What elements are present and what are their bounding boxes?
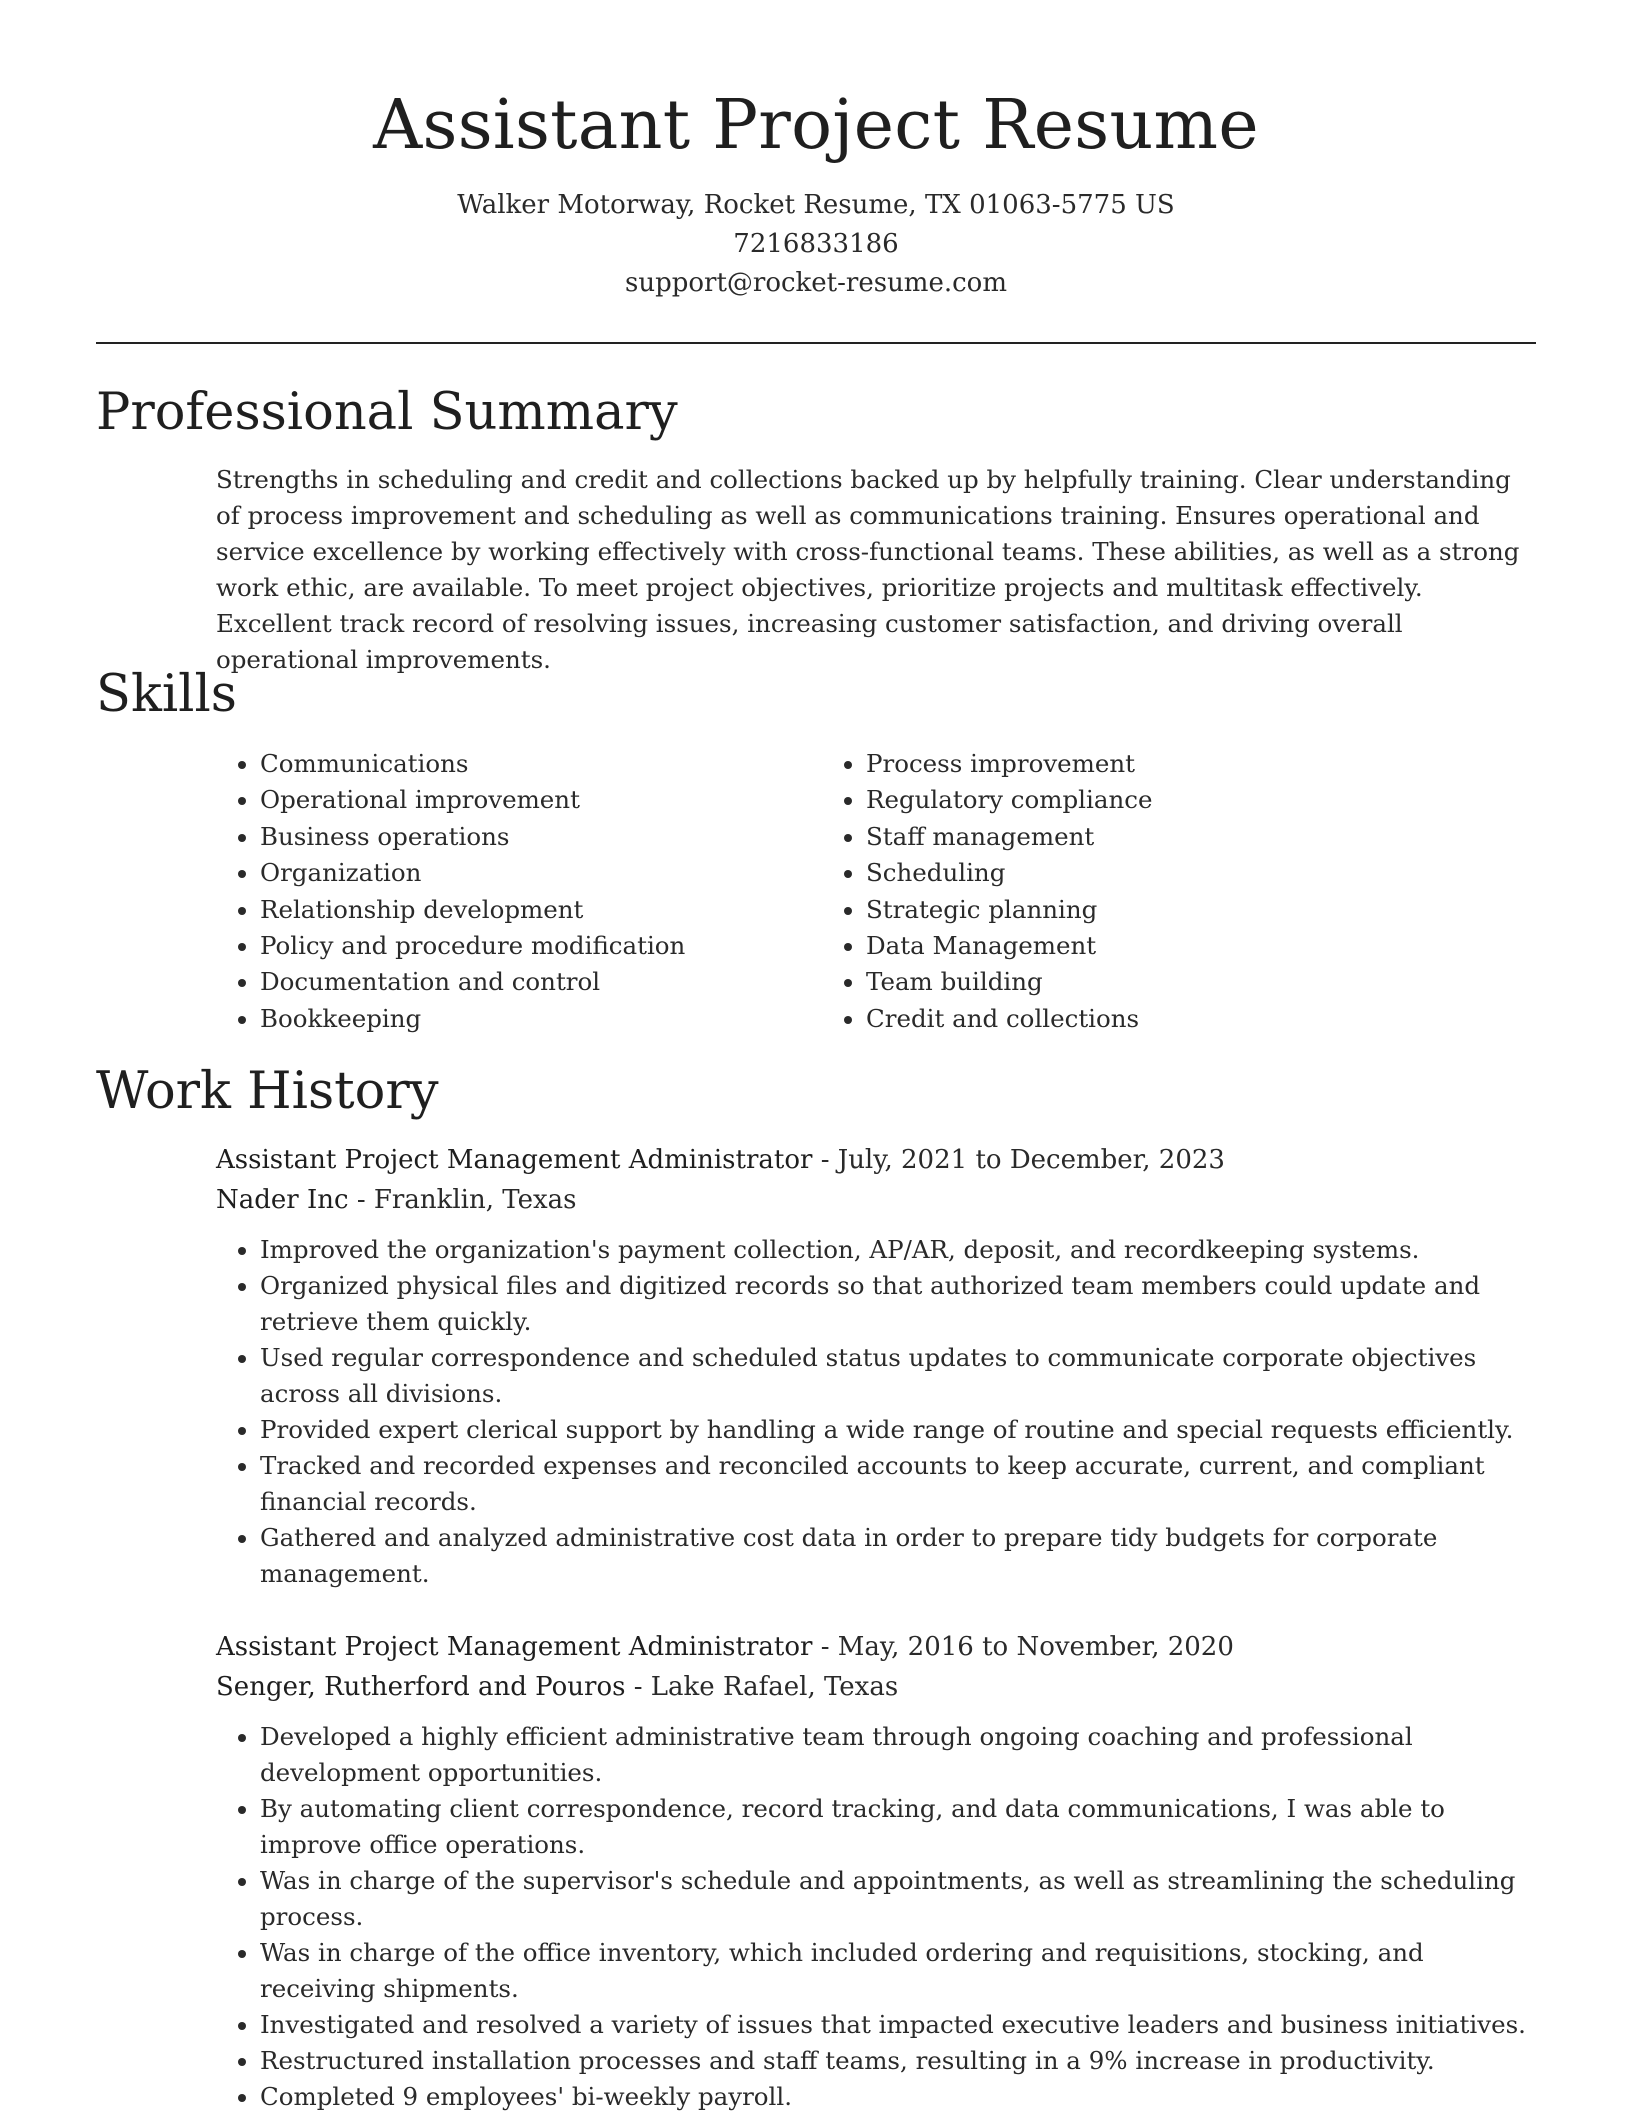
job-dates: May, 2016 to November, 2020 bbox=[837, 1632, 1234, 1662]
skill-item: • Documentation and control bbox=[260, 964, 822, 1000]
job-bullet: • Developed a highly efficient administrative team through ongoing coaching and professional development opportunities. bbox=[260, 1719, 1536, 1791]
job-entry bbox=[216, 1140, 1536, 1592]
job-bullet: • Improved the organization's payment collection, AP/AR, deposit, and recordkeeping systems. bbox=[260, 1232, 1536, 1268]
job-dates: July, 2021 to December, 2023 bbox=[837, 1145, 1225, 1175]
job-entry bbox=[216, 1627, 1536, 2115]
job-bullet: • Was in charge of the office inventory, which included ordering and requisitions, stocking, and receiving shipments. bbox=[260, 1935, 1536, 2007]
job-role: Assistant Project Management Administrator bbox=[216, 1632, 813, 1662]
skill-item: • Communications bbox=[260, 746, 822, 782]
skill-item: • Organization bbox=[260, 855, 822, 891]
skill-item: • Bookkeeping bbox=[260, 1001, 822, 1037]
email: support@rocket-resume.com bbox=[624, 268, 1007, 298]
job-bullets bbox=[216, 1232, 1536, 1592]
job-bullet: • Organized physical files and digitized records so that authorized team members could update and retrieve them quickly. bbox=[260, 1268, 1536, 1340]
skills-list bbox=[216, 746, 1536, 1037]
header-divider bbox=[96, 342, 1536, 344]
skill-item: • Operational improvement bbox=[260, 782, 822, 818]
job-location: Lake Rafael, Texas bbox=[650, 1672, 899, 1702]
skill-item: • Staff management bbox=[866, 819, 1522, 855]
summary-heading: Professional Summary bbox=[96, 383, 678, 442]
skills-column-2 bbox=[822, 746, 1522, 1037]
job-bullet: • By automating client correspondence, record tracking, and data communications, I was able to improve office operations. bbox=[260, 1791, 1536, 1863]
address: Walker Motorway, Rocket Resume, TX 01063-5775 US bbox=[457, 190, 1175, 220]
work-history-heading: Work History bbox=[96, 1062, 439, 1121]
skill-item: • Process improvement bbox=[866, 746, 1522, 782]
skills-heading: Skills bbox=[96, 665, 237, 724]
job-company: Nader Inc bbox=[216, 1185, 349, 1215]
skill-item: • Scheduling bbox=[866, 855, 1522, 891]
resume-header bbox=[0, 0, 1632, 303]
job-company: Senger, Rutherford and Pouros bbox=[216, 1672, 626, 1702]
skill-item: • Team building bbox=[866, 964, 1522, 1000]
resume-title: Assistant Project Resume bbox=[373, 86, 1259, 165]
job-bullet: • Investigated and resolved a variety of issues that impacted executive leaders and business initiatives. bbox=[260, 2007, 1536, 2043]
job-bullet: • Gathered and analyzed administrative cost data in order to prepare tidy budgets for corporate management. bbox=[260, 1520, 1536, 1592]
job-bullet: • Completed 9 employees' bi-weekly payroll. bbox=[260, 2079, 1536, 2115]
job-bullet: • Used regular correspondence and scheduled status updates to communicate corporate objectives across all divisions. bbox=[260, 1340, 1536, 1412]
job-bullet: • Was in charge of the supervisor's schedule and appointments, as well as streamlining the scheduling process. bbox=[260, 1863, 1536, 1935]
skill-item: • Relationship development bbox=[260, 892, 822, 928]
phone: 7216833186 bbox=[733, 229, 899, 259]
job-role: Assistant Project Management Administrator bbox=[216, 1145, 813, 1175]
job-title-line: Assistant Project Management Administrator - May, 2016 to November, 2020 bbox=[216, 1632, 1234, 1662]
skill-item: • Credit and collections bbox=[866, 1001, 1522, 1037]
job-company-line: Nader Inc - Franklin, Texas bbox=[216, 1185, 577, 1215]
job-company-line: Senger, Rutherford and Pouros - Lake Rafael, Texas bbox=[216, 1672, 899, 1702]
skill-item: • Regulatory compliance bbox=[866, 782, 1522, 818]
job-location: Franklin, Texas bbox=[373, 1185, 577, 1215]
skill-item: • Policy and procedure modification bbox=[260, 928, 822, 964]
job-bullet: • Provided expert clerical support by handling a wide range of routine and special requests efficiently. bbox=[260, 1412, 1536, 1448]
skills-column-1 bbox=[216, 746, 822, 1037]
job-bullets bbox=[216, 1719, 1536, 2115]
contact-info bbox=[0, 186, 1632, 303]
skill-item: • Data Management bbox=[866, 928, 1522, 964]
job-bullet: • Tracked and recorded expenses and reconciled accounts to keep accurate, current, and compliant financial records. bbox=[260, 1448, 1536, 1520]
summary-text: Strengths in scheduling and credit and collections backed up by helpfully training. Clear understanding of process improvement and scheduling as well as communications training. Ensures operational and service excellence by working effectively with cross-functional teams. These abilities, as well as a strong work ethic, are available. To meet project objectives, prioritize projects and multitask effectively. Excellent track record of resolving issues, increasing customer satisfaction, and driving overall operational improvements. bbox=[216, 465, 1520, 674]
job-title-line: Assistant Project Management Administrator - July, 2021 to December, 2023 bbox=[216, 1145, 1225, 1175]
skill-item: • Business operations bbox=[260, 819, 822, 855]
skill-item: • Strategic planning bbox=[866, 892, 1522, 928]
job-bullet: • Restructured installation processes and staff teams, resulting in a 9% increase in productivity. bbox=[260, 2043, 1536, 2079]
